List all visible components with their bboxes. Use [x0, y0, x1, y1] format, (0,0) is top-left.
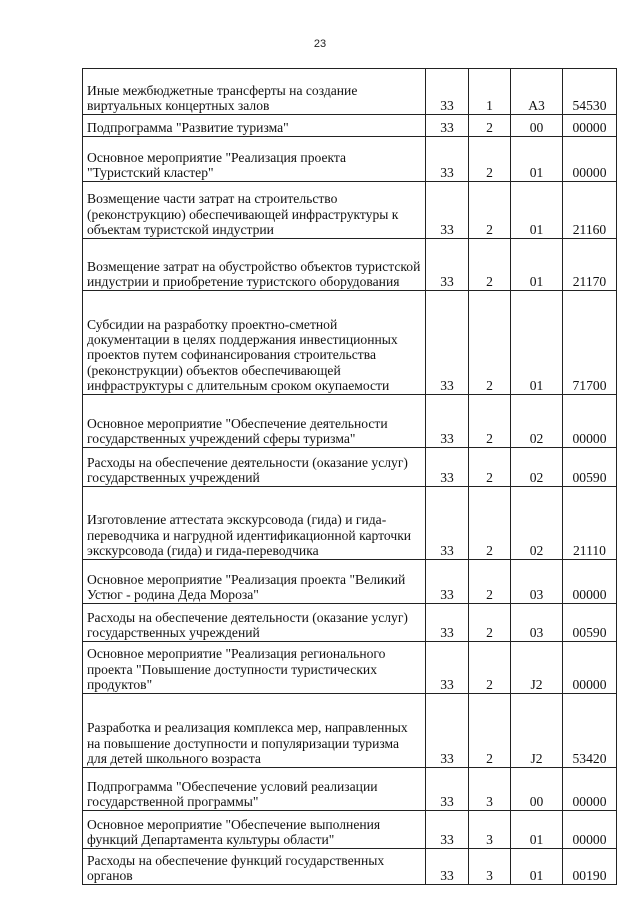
expense-code: 00000	[563, 560, 617, 604]
subprogram-code: 2	[469, 487, 511, 560]
activity-code: 01	[511, 137, 563, 182]
table-row	[83, 239, 617, 291]
program-code: 33	[426, 448, 469, 487]
subprogram-code: 2	[469, 137, 511, 182]
subprogram-code: 2	[469, 694, 511, 768]
subprogram-code: 1	[469, 69, 511, 115]
row-description: Основное мероприятие "Реализация проекта "Великий Устюг - родина Деда Мороза"	[83, 560, 426, 604]
subprogram-code: 2	[469, 115, 511, 137]
subprogram-code: 2	[469, 560, 511, 604]
subprogram-code: 3	[469, 768, 511, 811]
activity-code: 01	[511, 239, 563, 291]
table-row	[83, 560, 617, 604]
expense-code: 00000	[563, 115, 617, 137]
expense-code: 00000	[563, 137, 617, 182]
subprogram-code: 2	[469, 642, 511, 694]
expense-code: 53420	[563, 694, 617, 768]
expense-code: 00000	[563, 395, 617, 448]
row-description: Расходы на обеспечение деятельности (оказание услуг) государственных учреждений	[83, 448, 426, 487]
activity-code: J2	[511, 694, 563, 768]
table-row	[83, 642, 617, 694]
subprogram-code: 2	[469, 395, 511, 448]
activity-code: A3	[511, 69, 563, 115]
row-description: Изготовление аттестата экскурсовода (гида) и гида-переводчика и нагрудной идентификационной карточки экскурсовода (гида) и гида-переводчика	[83, 487, 426, 560]
program-code: 33	[426, 182, 469, 239]
row-description: Иные межбюджетные трансферты на создание виртуальных концертных залов	[83, 69, 426, 115]
table-row	[83, 694, 617, 768]
activity-code: 00	[511, 115, 563, 137]
program-code: 33	[426, 69, 469, 115]
program-code: 33	[426, 642, 469, 694]
program-code: 33	[426, 115, 469, 137]
budget-classification-table	[82, 68, 617, 885]
activity-code: 01	[511, 849, 563, 885]
activity-code: 01	[511, 182, 563, 239]
activity-code: 01	[511, 811, 563, 849]
expense-code: 21160	[563, 182, 617, 239]
table-row	[83, 395, 617, 448]
subprogram-code: 3	[469, 849, 511, 885]
activity-code: 01	[511, 291, 563, 395]
activity-code: 03	[511, 560, 563, 604]
row-description: Подпрограмма "Развитие туризма"	[83, 115, 426, 137]
expense-code: 21110	[563, 487, 617, 560]
expense-code: 00590	[563, 448, 617, 487]
expense-code: 00590	[563, 604, 617, 642]
row-description: Основное мероприятие "Реализация проекта "Туристский кластер"	[83, 137, 426, 182]
program-code: 33	[426, 137, 469, 182]
table-row	[83, 849, 617, 885]
table-row	[83, 448, 617, 487]
expense-code: 00190	[563, 849, 617, 885]
activity-code: 02	[511, 487, 563, 560]
program-code: 33	[426, 239, 469, 291]
table-row	[83, 604, 617, 642]
subprogram-code: 2	[469, 239, 511, 291]
table-row	[83, 115, 617, 137]
expense-code: 21170	[563, 239, 617, 291]
activity-code: 00	[511, 768, 563, 811]
activity-code: 02	[511, 448, 563, 487]
subprogram-code: 2	[469, 448, 511, 487]
table-row	[83, 182, 617, 239]
row-description: Основное мероприятие "Обеспечение выполнения функций Департамента культуры области"	[83, 811, 426, 849]
row-description: Подпрограмма "Обеспечение условий реализации государственной программы"	[83, 768, 426, 811]
program-code: 33	[426, 560, 469, 604]
row-description: Расходы на обеспечение деятельности (оказание услуг) государственных учреждений	[83, 604, 426, 642]
expense-code: 00000	[563, 768, 617, 811]
row-description: Субсидии на разработку проектно-сметной документации в целях поддержания инвестиционных проектов путем софинансирования строительства (реконструкции) объектов обеспечивающей инфраструктуры с длительным сроком окупаемости	[83, 291, 426, 395]
program-code: 33	[426, 487, 469, 560]
activity-code: 03	[511, 604, 563, 642]
row-description: Основное мероприятие "Реализация регионального проекта "Повышение доступности туристических продуктов"	[83, 642, 426, 694]
table-row	[83, 768, 617, 811]
subprogram-code: 2	[469, 291, 511, 395]
subprogram-code: 2	[469, 182, 511, 239]
row-description: Возмещение затрат на обустройство объектов туристской индустрии и приобретение туристского оборудования	[83, 239, 426, 291]
row-description: Разработка и реализация комплекса мер, направленных на повышение доступности и популяризации туризма для детей школьного возраста	[83, 694, 426, 768]
table-row	[83, 811, 617, 849]
row-description: Расходы на обеспечение функций государственных органов	[83, 849, 426, 885]
table-row	[83, 137, 617, 182]
expense-code: 00000	[563, 811, 617, 849]
page-number: 23	[313, 38, 327, 50]
expense-code: 54530	[563, 69, 617, 115]
program-code: 33	[426, 768, 469, 811]
program-code: 33	[426, 811, 469, 849]
expense-code: 00000	[563, 642, 617, 694]
program-code: 33	[426, 604, 469, 642]
table-row	[83, 291, 617, 395]
expense-code: 71700	[563, 291, 617, 395]
subprogram-code: 3	[469, 811, 511, 849]
row-description: Возмещение части затрат на строительство (реконструкцию) обеспечивающей инфраструктуры к объектам туристской индустрии	[83, 182, 426, 239]
activity-code: 02	[511, 395, 563, 448]
row-description: Основное мероприятие "Обеспечение деятельности государственных учреждений сферы туризма"	[83, 395, 426, 448]
program-code: 33	[426, 694, 469, 768]
table-row	[83, 487, 617, 560]
program-code: 33	[426, 395, 469, 448]
activity-code: J2	[511, 642, 563, 694]
program-code: 33	[426, 849, 469, 885]
program-code: 33	[426, 291, 469, 395]
table-row	[83, 69, 617, 115]
subprogram-code: 2	[469, 604, 511, 642]
